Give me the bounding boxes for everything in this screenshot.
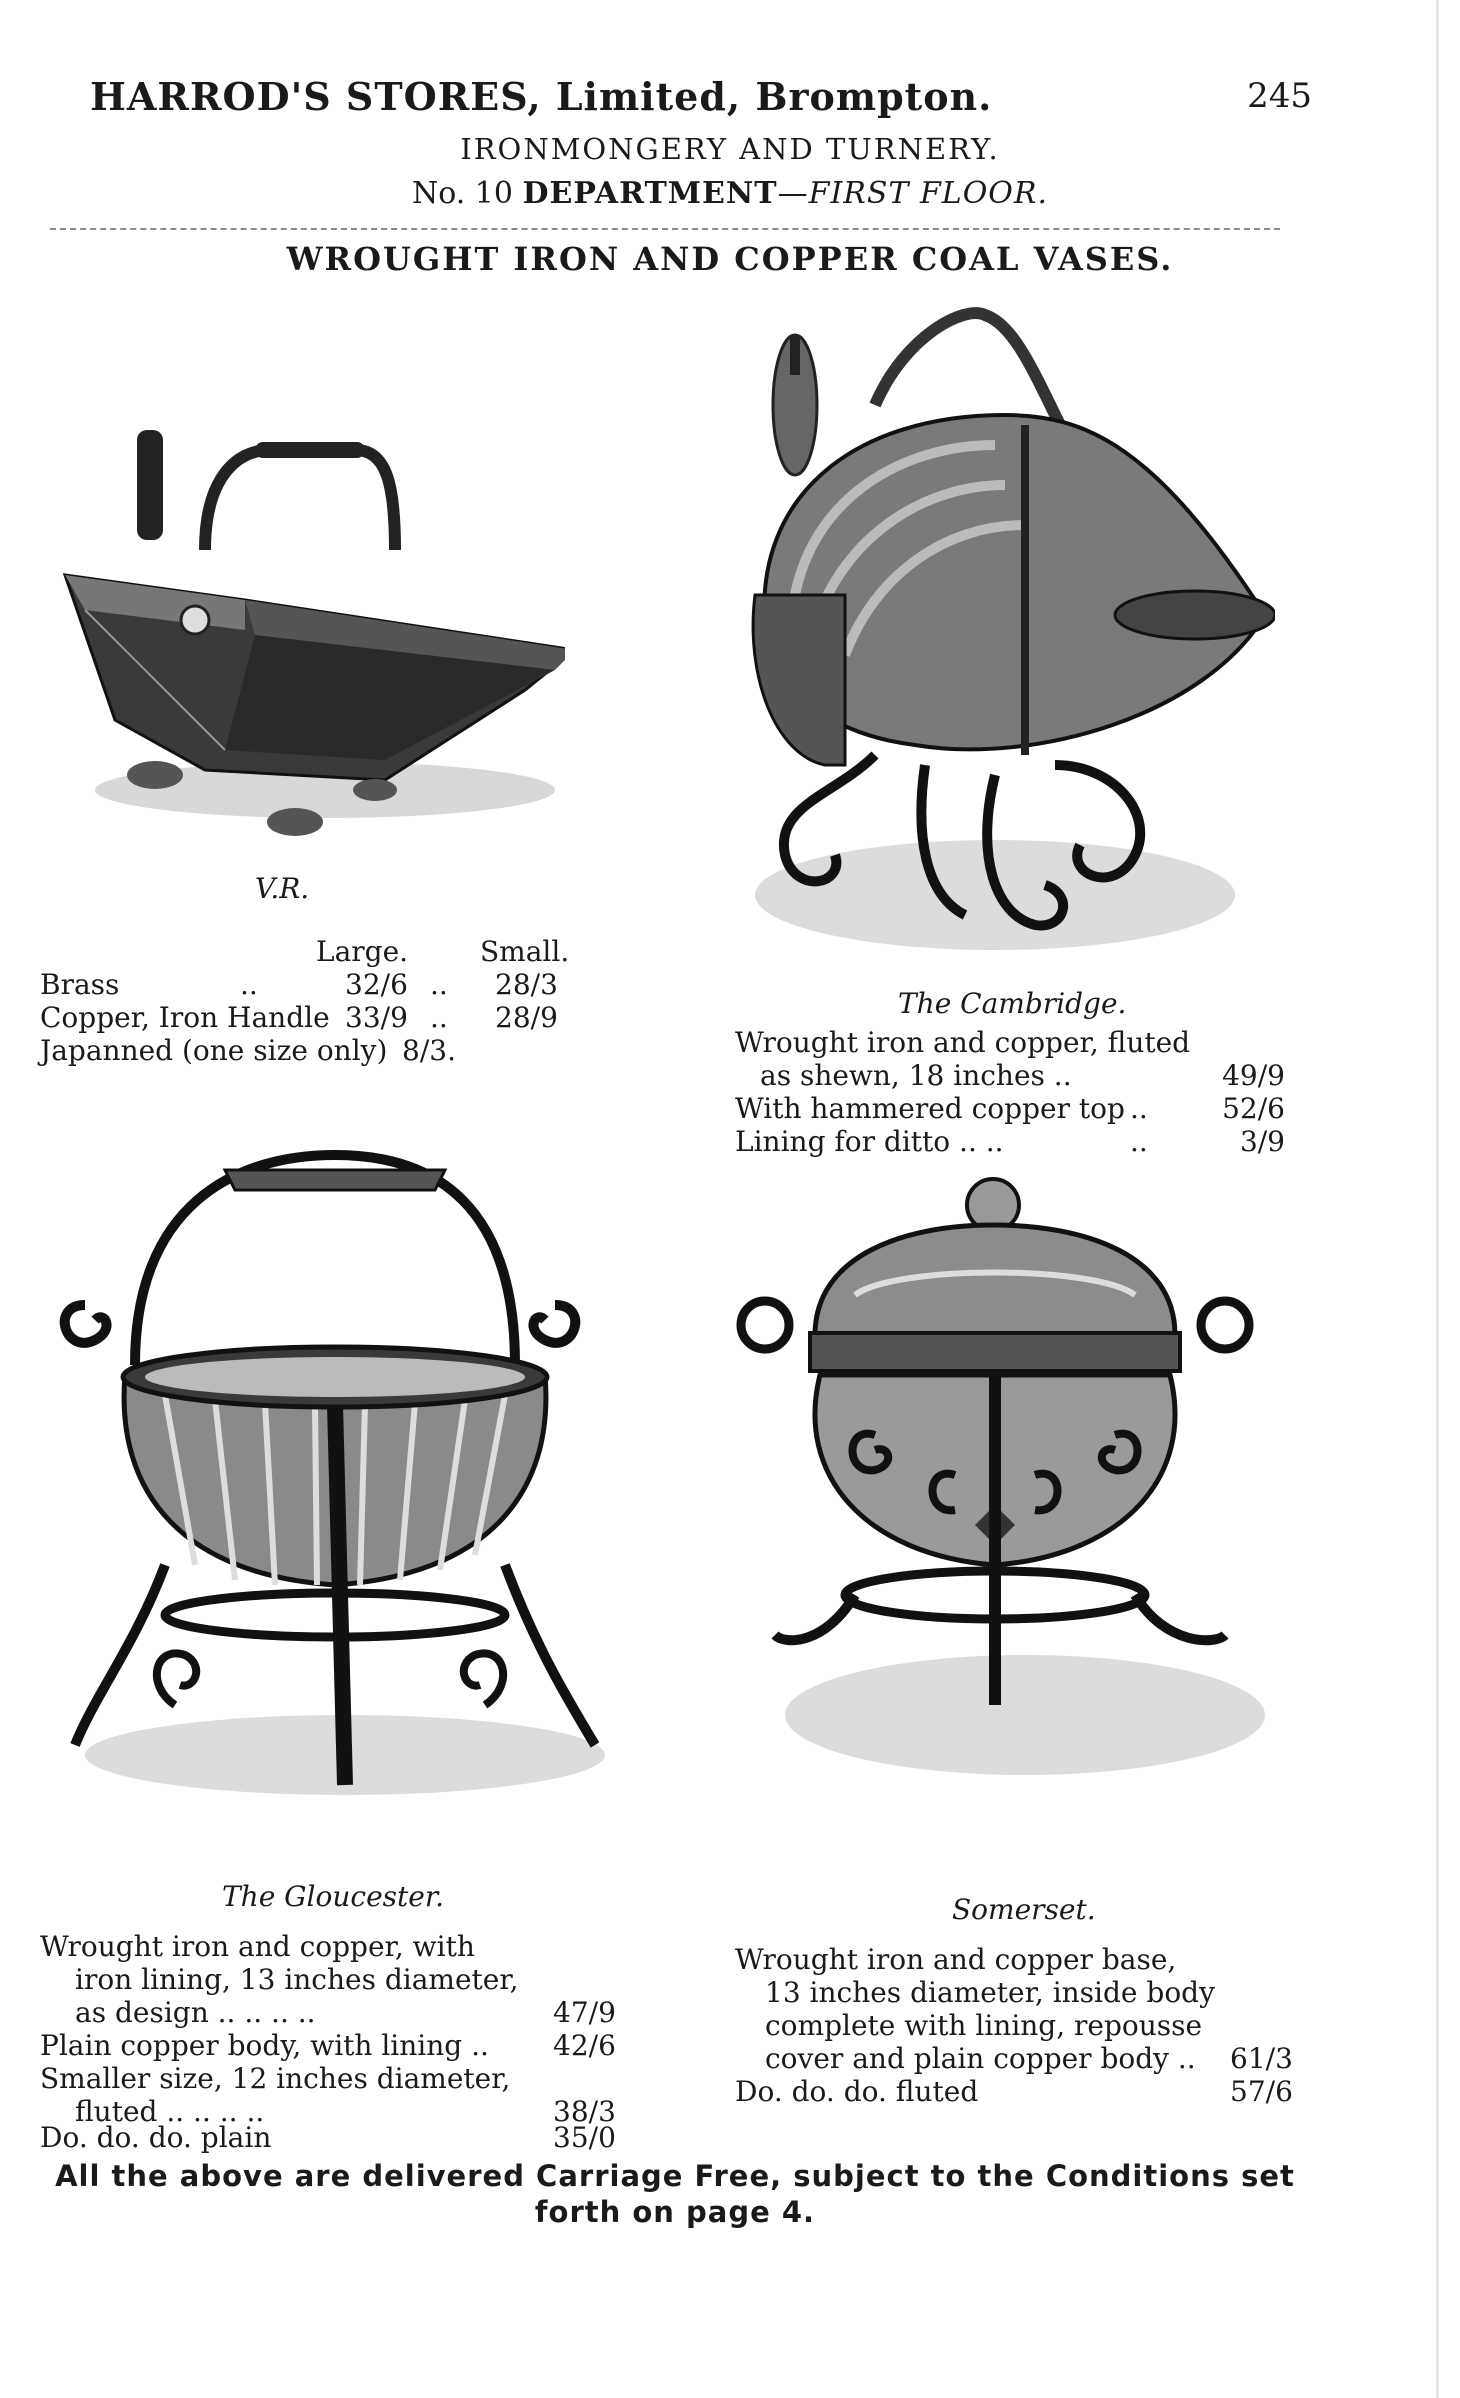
vr-row-large: 33/9	[345, 1001, 408, 1034]
cambridge-price: 52/6	[1222, 1092, 1285, 1125]
vr-col-small: Small.	[480, 935, 570, 968]
somerset-coal-vase-illustration	[725, 1175, 1285, 1825]
gloucester-line: Wrought iron and copper, with	[40, 1930, 475, 1963]
somerset-line: Wrought iron and copper base,	[735, 1943, 1177, 1976]
cambridge-price: 3/9	[1239, 1125, 1285, 1158]
cambridge-line: as shewn, 18 inches ..	[760, 1059, 1072, 1092]
gloucester-coal-vase-illustration	[55, 1145, 615, 1825]
page-number: 245	[1247, 76, 1312, 116]
cambridge-dots: ..	[1130, 1125, 1148, 1158]
cambridge-line: With hammered copper top	[735, 1092, 1125, 1125]
cambridge-dots: ..	[1130, 1092, 1148, 1125]
department-number: No. 10	[411, 176, 513, 211]
gloucester-caption: The Gloucester.	[222, 1880, 445, 1913]
vr-row-small: 28/3	[495, 968, 558, 1001]
gloucester-price: 38/3	[553, 2095, 616, 2128]
somerset-line: 13 inches diameter, inside body	[765, 1976, 1215, 2009]
somerset-line: Do. do. do. fluted	[735, 2075, 979, 2108]
vr-row-dots: ..	[240, 968, 258, 1001]
page-edge	[1436, 0, 1439, 2398]
department-line	[0, 176, 1460, 211]
cambridge-line: Wrought iron and copper, fluted	[735, 1026, 1191, 1059]
department-floor: —FIRST FLOOR.	[777, 176, 1049, 211]
vr-row-sep: ..	[430, 1001, 448, 1034]
somerset-line: complete with lining, repousse	[765, 2009, 1203, 2042]
cambridge-line: Lining for ditto .. ..	[735, 1125, 1004, 1158]
cambridge-coal-scuttle-illustration	[735, 295, 1275, 975]
header-divider	[50, 228, 1280, 230]
delivery-notice	[40, 2158, 1310, 2230]
gloucester-line: Plain copper body, with lining ..	[40, 2029, 489, 2062]
gloucester-line: iron lining, 13 inches diameter,	[75, 1963, 519, 1996]
section-subtitle: IRONMONGERY AND TURNERY.	[460, 132, 1000, 166]
gloucester-price: 47/9	[553, 1996, 616, 2029]
vr-row-large: 32/6	[345, 968, 408, 1001]
cambridge-price: 49/9	[1222, 1059, 1285, 1092]
gloucester-price: 42/6	[553, 2029, 616, 2062]
vr-coal-box-illustration	[55, 420, 565, 850]
delivery-notice-line2: forth on page 4.	[534, 2195, 816, 2229]
cambridge-caption: The Cambridge.	[898, 987, 1127, 1020]
somerset-price: 61/3	[1230, 2042, 1293, 2075]
vr-row-small: 28/9	[495, 1001, 558, 1034]
vr-row-label: Copper, Iron Handle	[40, 1001, 330, 1034]
department-label: DEPARTMENT	[522, 176, 778, 211]
gloucester-line: as design .. .. .. ..	[75, 1996, 316, 2029]
vr-caption: V.R.	[255, 872, 310, 905]
vr-row-label: Japanned (one size only)	[40, 1034, 388, 1067]
category-title: WROUGHT IRON AND COPPER COAL VASES.	[286, 240, 1174, 278]
vr-row-large: 8/3.	[402, 1034, 456, 1067]
somerset-line: cover and plain copper body ..	[765, 2042, 1196, 2075]
delivery-notice-line1: All the above are delivered Carriage Free, subject to the Conditions set	[55, 2159, 1295, 2193]
somerset-caption: Somerset.	[952, 1893, 1096, 1926]
gloucester-line: Do. do. do. plain	[40, 2121, 272, 2154]
vr-row-label: Brass	[40, 968, 120, 1001]
store-title: HARROD'S STORES, Limited, Brompton.	[90, 74, 993, 119]
gloucester-line: Smaller size, 12 inches diameter,	[40, 2062, 511, 2095]
gloucester-line: fluted .. .. .. ..	[75, 2095, 265, 2128]
vr-row-sep: ..	[430, 968, 448, 1001]
gloucester-price: 35/0	[553, 2121, 616, 2154]
somerset-price: 57/6	[1230, 2075, 1293, 2108]
vr-col-large: Large.	[316, 935, 409, 968]
